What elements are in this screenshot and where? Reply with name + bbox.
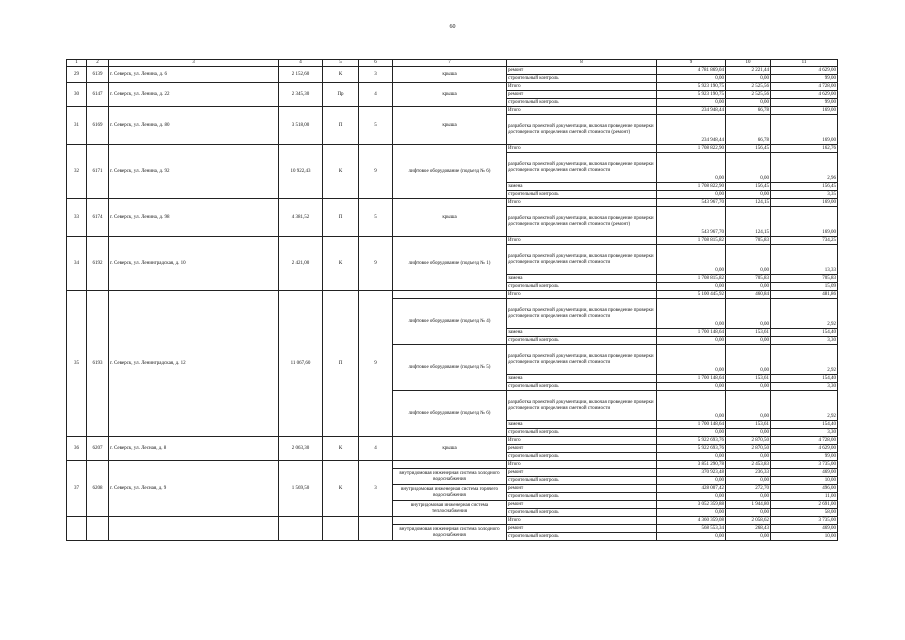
max-cost-cell: 13,33 (771, 245, 838, 275)
element-type-cell: внутридомовая инженерная система холодного водоснабжения (393, 525, 507, 541)
work-type-cell: строительный контроль (507, 509, 657, 517)
cost-cell: 428 007,42 (657, 485, 726, 493)
element-type-cell: внутридомовая инженерная система холодного водоснабжения (393, 469, 507, 485)
unit-cost-cell: 0,00 (726, 191, 771, 199)
work-type-cell: Итого (507, 461, 657, 469)
max-cost-cell: 4 629,00 (771, 67, 838, 75)
address-cell (109, 517, 279, 541)
work-type-cell: ремонт (507, 445, 657, 453)
cost-cell: 5 923 190,75 (657, 83, 726, 91)
row-number-cell (67, 517, 87, 541)
unit-cost-cell: 2 221,44 (726, 67, 771, 75)
work-type-cell: разработка проектной документации, включая проведение проверки достоверности определения сметной стоимости (507, 345, 657, 375)
column-number-cell: 10 (726, 60, 771, 67)
table-row (67, 199, 838, 207)
address-cell: г. Северск, ул. Ленинградская, д. 12 (109, 291, 279, 437)
cost-cell: 0,00 (657, 533, 726, 541)
max-cost-cell: 154,40 (771, 329, 838, 337)
work-type-cell: строительный контроль (507, 477, 657, 485)
unit-cost-cell: 0,00 (726, 99, 771, 107)
max-cost-cell: 169,00 (771, 199, 838, 207)
address-cell: г. Северск, ул. Ленина, д. 98 (109, 199, 279, 237)
unit-cost-cell: 2 525,56 (726, 91, 771, 99)
cost-cell: 0,00 (657, 429, 726, 437)
column-number-cell: 5 (323, 60, 359, 67)
cost-cell: 0,00 (657, 153, 726, 183)
table-row (67, 517, 838, 525)
max-cost-cell: 162,76 (771, 145, 838, 153)
unit-cost-cell: 705,83 (726, 275, 771, 283)
cost-cell: 0,00 (657, 337, 726, 345)
unit-cost-cell: 0,00 (726, 245, 771, 275)
column-number-cell: 9 (657, 60, 726, 67)
repair-program-table (66, 59, 838, 541)
column-number-cell: 11 (771, 60, 838, 67)
wall-material-cell: К (323, 67, 359, 83)
work-type-cell: разработка проектной документации, включая проведение проверки достоверности определения сметной стоимости (507, 299, 657, 329)
area-cell (279, 517, 323, 541)
max-cost-cell: 481,86 (771, 291, 838, 299)
row-number-cell: 31 (67, 107, 87, 145)
element-type-cell: крыша (393, 67, 507, 83)
page-number: 60 (449, 24, 456, 30)
house-code-cell: 6193 (87, 291, 109, 437)
row-number-cell: 35 (67, 291, 87, 437)
unit-cost-cell: 0,00 (726, 509, 771, 517)
unit-cost-cell: 153,61 (726, 421, 771, 429)
unit-cost-cell: 0,00 (726, 477, 771, 485)
max-cost-cell: 469,00 (771, 525, 838, 533)
max-cost-cell: 2,92 (771, 345, 838, 375)
unit-cost-cell: 124,15 (726, 199, 771, 207)
max-cost-cell: 4 728,00 (771, 437, 838, 445)
work-type-cell: строительный контроль (507, 493, 657, 501)
work-type-cell: строительный контроль (507, 429, 657, 437)
house-code-cell: 6169 (87, 107, 109, 145)
column-number-cell: 4 (279, 60, 323, 67)
work-type-cell: ремонт (507, 525, 657, 533)
element-type-cell: внутридомовая инженерная система теплоснабжения (393, 501, 507, 517)
max-cost-cell: 3,30 (771, 383, 838, 391)
work-type-cell: Итого (507, 199, 657, 207)
cost-cell: 0,00 (657, 509, 726, 517)
work-type-cell: строительный контроль (507, 533, 657, 541)
work-type-cell: строительный контроль (507, 99, 657, 107)
unit-cost-cell: 66,78 (726, 115, 771, 145)
unit-cost-cell: 236,33 (726, 469, 771, 477)
column-number-cell: 6 (359, 60, 393, 67)
cost-cell: 5 923 190,75 (657, 91, 726, 99)
work-type-cell: ремонт (507, 469, 657, 477)
cost-cell: 0,00 (657, 99, 726, 107)
max-cost-cell: 99,00 (771, 75, 838, 83)
cost-cell: 0,00 (657, 477, 726, 485)
cost-cell: 0,00 (657, 383, 726, 391)
unit-cost-cell: 0,00 (726, 429, 771, 437)
element-type-cell: крыша (393, 199, 507, 237)
cost-cell: 1 708 822,90 (657, 183, 726, 191)
max-cost-cell: 2,92 (771, 391, 838, 421)
work-type-cell: ремонт (507, 485, 657, 493)
house-code-cell: 6171 (87, 145, 109, 199)
cost-cell: 0,00 (657, 245, 726, 275)
house-code-cell: 6174 (87, 199, 109, 237)
wall-material-cell: П (323, 199, 359, 237)
column-number-row (67, 60, 838, 67)
column-number-cell: 3 (109, 60, 279, 67)
unit-cost-cell: 1 944,80 (726, 501, 771, 509)
max-cost-cell: 4 629,00 (771, 91, 838, 99)
area-cell: 11 067,60 (279, 291, 323, 437)
area-cell: 4 381,52 (279, 199, 323, 237)
unit-cost-cell: 124,15 (726, 207, 771, 237)
max-cost-cell: 3 735,00 (771, 517, 838, 525)
work-type-cell: разработка проектной документации, включая проведение проверки достоверности определения сметной стоимости (507, 153, 657, 183)
cost-cell: 3 052 359,88 (657, 501, 726, 509)
column-number-cell: 2 (87, 60, 109, 67)
cost-cell: 1 700 148,64 (657, 375, 726, 383)
row-number-cell: 32 (67, 145, 87, 199)
max-cost-cell: 10,00 (771, 477, 838, 485)
unit-cost-cell: 0,00 (726, 493, 771, 501)
unit-cost-cell: 0,00 (726, 153, 771, 183)
unit-cost-cell: 2 058,62 (726, 517, 771, 525)
max-cost-cell: 4 629,00 (771, 445, 838, 453)
area-cell: 1 569,50 (279, 461, 323, 517)
floors-cell: 9 (359, 291, 393, 437)
work-type-cell: Итого (507, 291, 657, 299)
work-type-cell: Итого (507, 83, 657, 91)
max-cost-cell: 169,00 (771, 115, 838, 145)
table-row (67, 107, 838, 115)
unit-cost-cell: 0,00 (726, 391, 771, 421)
work-type-cell: ремонт (507, 91, 657, 99)
table-row (67, 237, 838, 245)
max-cost-cell: 58,00 (771, 509, 838, 517)
cost-cell: 1 708 822,90 (657, 145, 726, 153)
address-cell: г. Северск, ул. Ленинградская, д. 10 (109, 237, 279, 291)
row-number-cell: 36 (67, 437, 87, 461)
element-type-cell: лифтовое оборудование (подъезд № 4) (393, 299, 507, 345)
row-number-cell: 33 (67, 199, 87, 237)
column-number-cell: 7 (393, 60, 507, 67)
cost-cell: 568 553,34 (657, 525, 726, 533)
row-number-cell: 29 (67, 67, 87, 83)
cost-cell: 1 700 148,64 (657, 421, 726, 429)
cost-cell: 0,00 (657, 493, 726, 501)
wall-material-cell: К (323, 461, 359, 517)
unit-cost-cell: 0,00 (726, 453, 771, 461)
wall-material-cell: К (323, 437, 359, 461)
cost-cell: 5 922 693,76 (657, 437, 726, 445)
cost-cell: 0,00 (657, 283, 726, 291)
cost-cell: 0,00 (657, 391, 726, 421)
unit-cost-cell: 705,83 (726, 237, 771, 245)
wall-material-cell: К (323, 237, 359, 291)
address-cell: г. Северск, ул. Лесная, д. 9 (109, 461, 279, 517)
cost-cell: 4 781 869,04 (657, 67, 726, 75)
max-cost-cell: 496,00 (771, 485, 838, 493)
element-type-cell: крыша (393, 107, 507, 145)
table-row (67, 291, 838, 299)
cost-cell: 0,00 (657, 453, 726, 461)
house-code-cell: 6139 (87, 67, 109, 83)
max-cost-cell: 705,83 (771, 275, 838, 283)
unit-cost-cell: 0,00 (726, 533, 771, 541)
floors-cell (359, 517, 393, 541)
house-code-cell: 6208 (87, 461, 109, 517)
max-cost-cell: 469,00 (771, 469, 838, 477)
element-type-cell: лифтовое оборудование (подъезд № 1) (393, 237, 507, 291)
work-type-cell: Итого (507, 517, 657, 525)
unit-cost-cell: 2 870,50 (726, 437, 771, 445)
table-row (67, 437, 838, 445)
cost-cell: 1 700 148,64 (657, 329, 726, 337)
work-type-cell: ремонт (507, 67, 657, 75)
element-type-cell: лифтовое оборудование (подъезд № 6) (393, 391, 507, 437)
work-type-cell: строительный контроль (507, 383, 657, 391)
unit-cost-cell: 0,00 (726, 283, 771, 291)
floors-cell: 5 (359, 199, 393, 237)
house-code-cell: 6207 (87, 437, 109, 461)
element-type-cell (393, 461, 507, 469)
work-type-cell: строительный контроль (507, 337, 657, 345)
max-cost-cell: 154,40 (771, 421, 838, 429)
cost-cell: 234 948,44 (657, 107, 726, 115)
work-type-cell: замена (507, 183, 657, 191)
cost-cell: 1 708 815,82 (657, 275, 726, 283)
cost-cell: 5 922 693,76 (657, 445, 726, 453)
unit-cost-cell: 156,45 (726, 183, 771, 191)
floors-cell: 3 (359, 461, 393, 517)
cost-cell: 234 948,44 (657, 115, 726, 145)
work-type-cell: Итого (507, 145, 657, 153)
cost-cell: 543 967,70 (657, 207, 726, 237)
floors-cell: 9 (359, 145, 393, 199)
max-cost-cell: 734,25 (771, 237, 838, 245)
unit-cost-cell: 153,61 (726, 329, 771, 337)
area-cell: 2 063,30 (279, 437, 323, 461)
row-number-cell: 34 (67, 237, 87, 291)
wall-material-cell: К (323, 145, 359, 199)
unit-cost-cell: 156,45 (726, 145, 771, 153)
row-number-cell: 30 (67, 83, 87, 107)
cost-cell: 0,00 (657, 75, 726, 83)
work-type-cell: строительный контроль (507, 191, 657, 199)
unit-cost-cell: 460,84 (726, 291, 771, 299)
max-cost-cell: 2,96 (771, 153, 838, 183)
area-cell: 2 152,60 (279, 67, 323, 83)
cost-cell: 4 360 359,08 (657, 517, 726, 525)
work-type-cell: строительный контроль (507, 453, 657, 461)
cost-cell: 1 708 815,82 (657, 237, 726, 245)
max-cost-cell: 10,00 (771, 533, 838, 541)
max-cost-cell: 2,92 (771, 299, 838, 329)
max-cost-cell: 99,00 (771, 453, 838, 461)
max-cost-cell: 3,30 (771, 337, 838, 345)
cost-cell: 3 851 290,78 (657, 461, 726, 469)
area-cell: 10 922,43 (279, 145, 323, 199)
element-type-cell (393, 517, 507, 525)
address-cell: г. Северск, ул. Ленина, д. 92 (109, 145, 279, 199)
wall-material-cell: П (323, 291, 359, 437)
work-type-cell: ремонт (507, 501, 657, 509)
house-code-cell: 6192 (87, 237, 109, 291)
row-number-cell: 37 (67, 461, 87, 517)
area-cell: 2 421,00 (279, 237, 323, 291)
max-cost-cell: 3,30 (771, 429, 838, 437)
cost-cell: 543 967,70 (657, 199, 726, 207)
element-type-cell: лифтовое оборудование (подъезд № 6) (393, 145, 507, 199)
address-cell: г. Северск, ул. Ленина, д. 80 (109, 107, 279, 145)
house-code-cell (87, 517, 109, 541)
unit-cost-cell: 66,78 (726, 107, 771, 115)
work-type-cell: замена (507, 421, 657, 429)
element-type-cell: крыша (393, 437, 507, 461)
table-row (67, 83, 838, 91)
table-row (67, 461, 838, 469)
work-type-cell: строительный контроль (507, 75, 657, 83)
area-cell: 3 518,00 (279, 107, 323, 145)
max-cost-cell: 99,00 (771, 99, 838, 107)
floors-cell: 4 (359, 437, 393, 461)
work-type-cell: Итого (507, 437, 657, 445)
cost-cell: 370 923,48 (657, 469, 726, 477)
max-cost-cell: 2 691,00 (771, 501, 838, 509)
table-row (67, 67, 838, 75)
floors-cell: 5 (359, 107, 393, 145)
floors-cell: 4 (359, 83, 393, 107)
work-type-cell: Итого (507, 107, 657, 115)
unit-cost-cell: 268,43 (726, 525, 771, 533)
element-type-cell: внутридомовая инженерная система горячего водоснабжения (393, 485, 507, 501)
max-cost-cell: 4 728,00 (771, 83, 838, 91)
element-type-cell (393, 291, 507, 299)
max-cost-cell: 169,00 (771, 207, 838, 237)
unit-cost-cell: 2 525,56 (726, 83, 771, 91)
max-cost-cell: 154,40 (771, 375, 838, 383)
max-cost-cell: 156,45 (771, 183, 838, 191)
work-type-cell: замена (507, 375, 657, 383)
table-row (67, 145, 838, 153)
max-cost-cell: 3 735,00 (771, 461, 838, 469)
address-cell: г. Северск, ул. Ленина, д. 6 (109, 67, 279, 83)
house-code-cell: 6147 (87, 83, 109, 107)
area-cell: 2 345,30 (279, 83, 323, 107)
work-type-cell: разработка проектной документации, включая проведение проверки достоверности определения сметной стоимости (507, 391, 657, 421)
work-type-cell: замена (507, 329, 657, 337)
unit-cost-cell: 2 870,50 (726, 445, 771, 453)
unit-cost-cell: 0,00 (726, 75, 771, 83)
unit-cost-cell: 2 453,83 (726, 461, 771, 469)
unit-cost-cell: 153,61 (726, 375, 771, 383)
element-type-cell: лифтовое оборудование (подъезд № 5) (393, 345, 507, 391)
work-type-cell: строительный контроль (507, 283, 657, 291)
work-type-cell: Итого (507, 237, 657, 245)
cost-cell: 0,00 (657, 345, 726, 375)
unit-cost-cell: 0,00 (726, 345, 771, 375)
unit-cost-cell: 0,00 (726, 299, 771, 329)
max-cost-cell: 169,00 (771, 107, 838, 115)
address-cell: г. Северск, ул. Лесная, д. 8 (109, 437, 279, 461)
work-type-cell: замена (507, 275, 657, 283)
unit-cost-cell: 0,00 (726, 383, 771, 391)
max-cost-cell: 3,35 (771, 191, 838, 199)
max-cost-cell: 15,09 (771, 283, 838, 291)
max-cost-cell: 11,00 (771, 493, 838, 501)
floors-cell: 3 (359, 67, 393, 83)
unit-cost-cell: 0,00 (726, 337, 771, 345)
address-cell: г. Северск, ул. Ленина, д. 22 (109, 83, 279, 107)
wall-material-cell: П (323, 107, 359, 145)
wall-material-cell: Пр (323, 83, 359, 107)
work-type-cell: разработка проектной документации, включая проведение проверки достоверности определения сметной стоимости (ремонт) (507, 115, 657, 145)
column-number-cell: 1 (67, 60, 87, 67)
element-type-cell: крыша (393, 83, 507, 107)
cost-cell: 0,00 (657, 191, 726, 199)
wall-material-cell (323, 517, 359, 541)
floors-cell: 9 (359, 237, 393, 291)
cost-cell: 0,00 (657, 299, 726, 329)
column-number-cell: 8 (507, 60, 657, 67)
unit-cost-cell: 272,70 (726, 485, 771, 493)
work-type-cell: разработка проектной документации, включая проведение проверки достоверности определения сметной стоимости (507, 245, 657, 275)
work-type-cell: разработка проектной документации, включая проведение проверки достоверности определения сметной стоимости (ремонт) (507, 207, 657, 237)
cost-cell: 5 100 445,92 (657, 291, 726, 299)
